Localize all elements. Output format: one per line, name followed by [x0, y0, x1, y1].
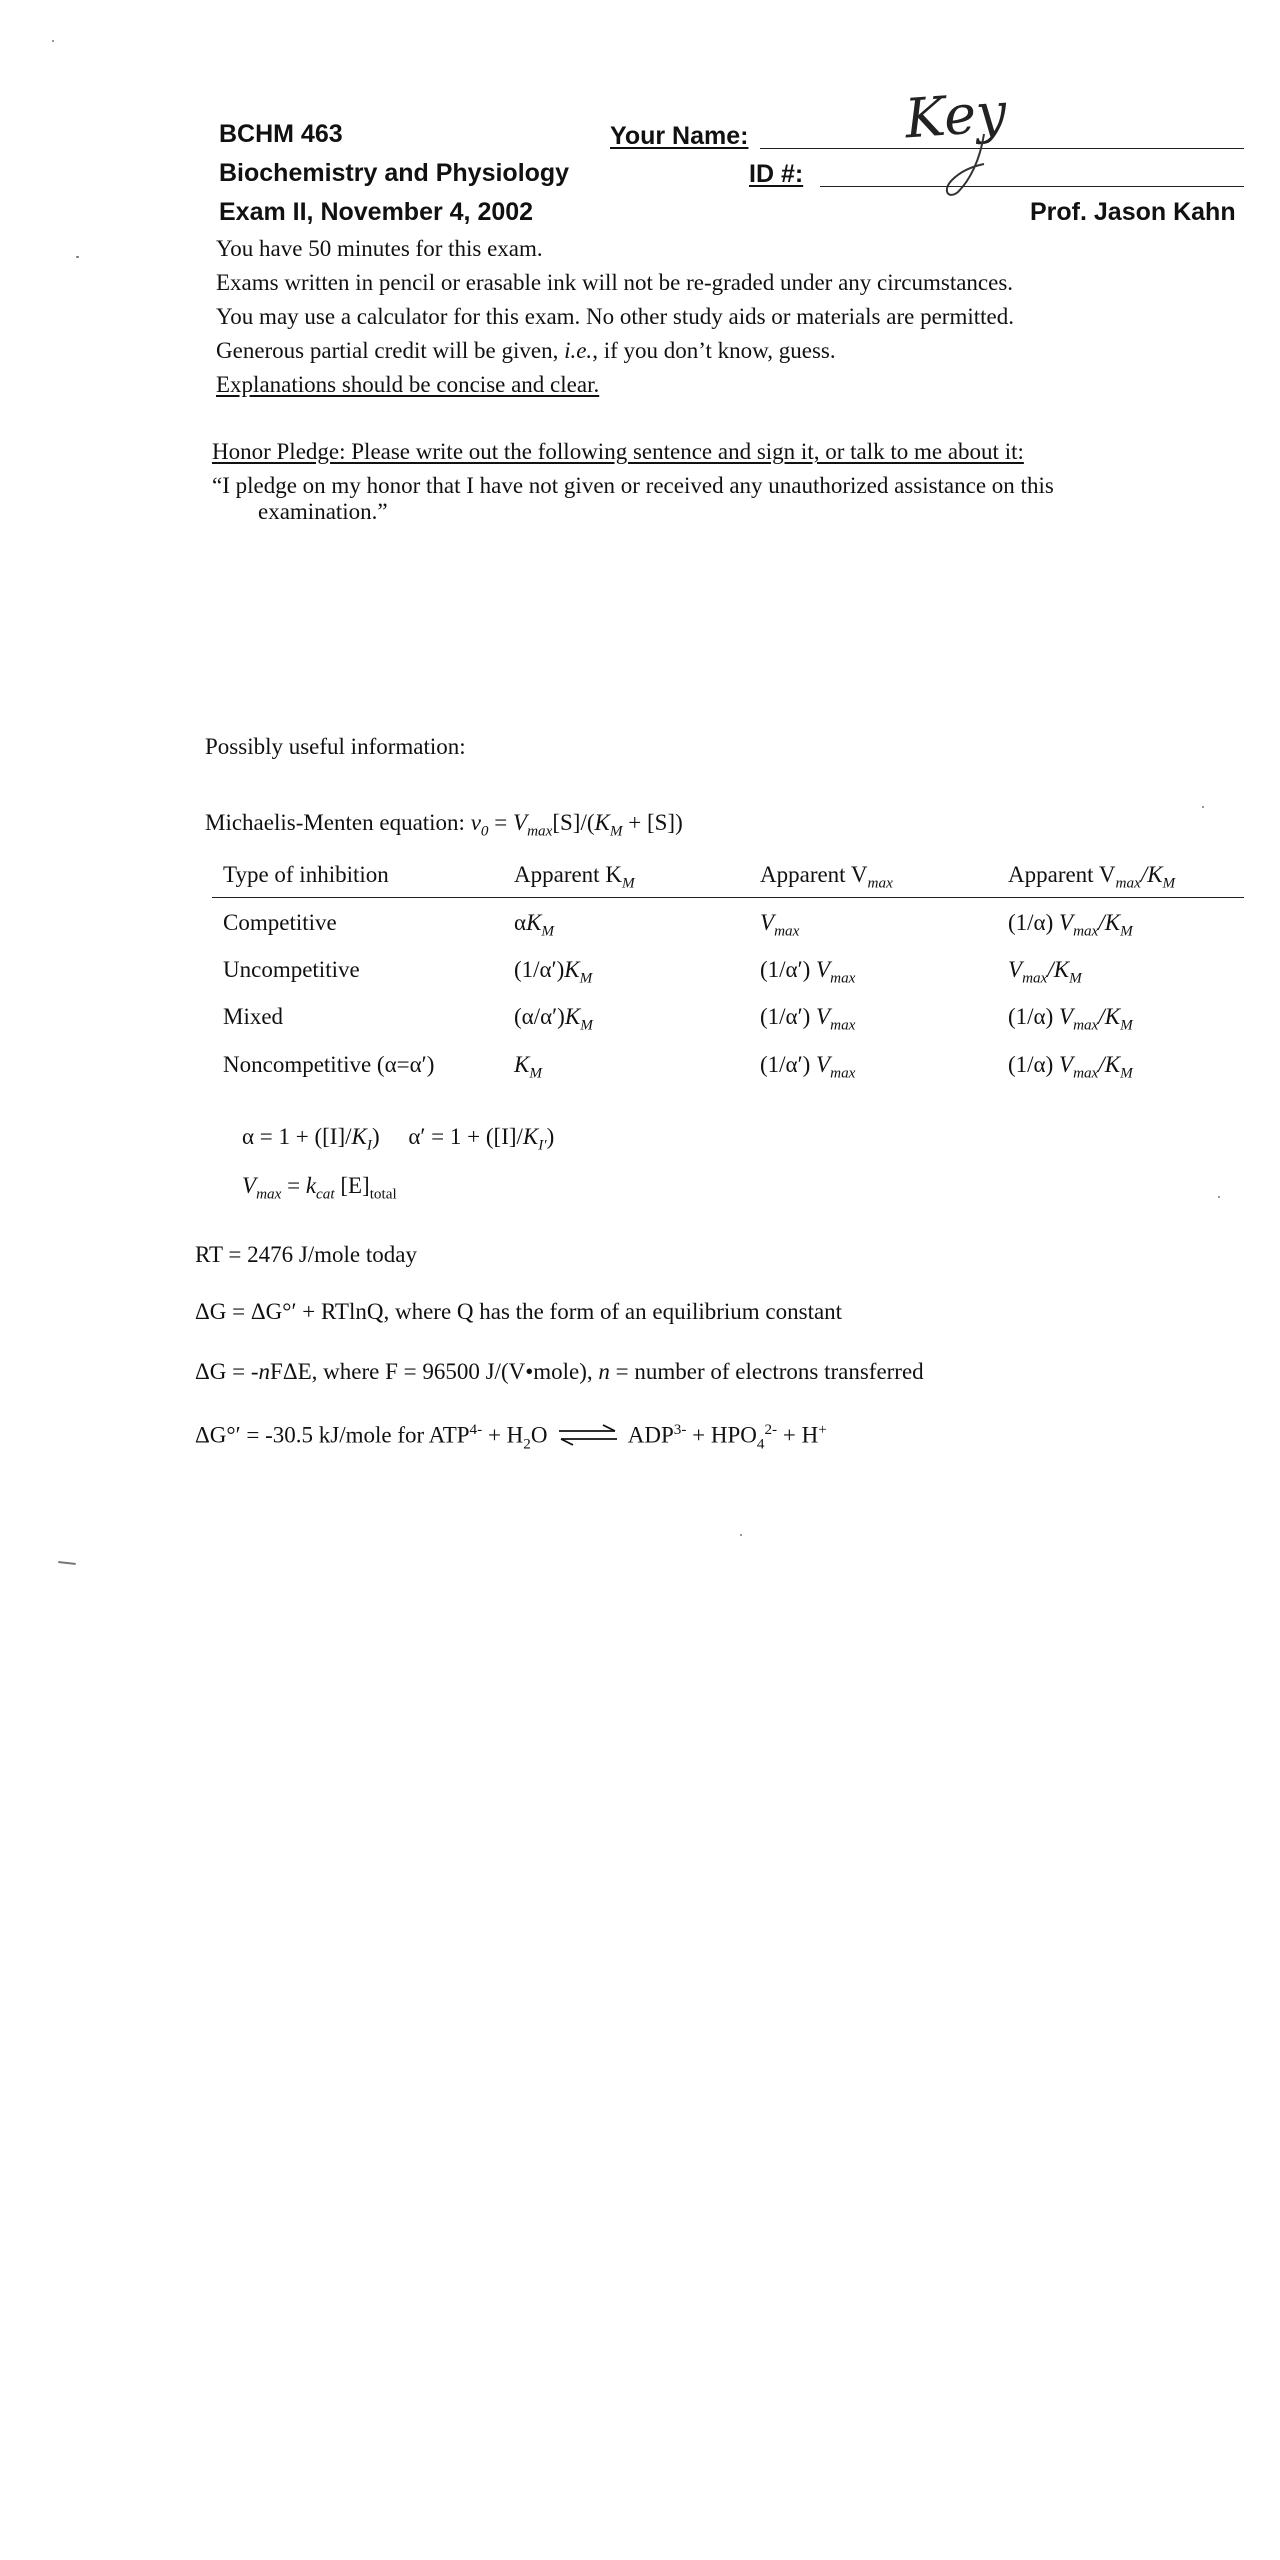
table-cell-vmax-km: (1/α) $V_{max}/K_M$ — [1008, 910, 1133, 940]
useful-info-label: Possibly useful information: — [205, 734, 466, 759]
professor-name: Prof. Jason Kahn — [1030, 198, 1236, 226]
table-header-rule — [212, 897, 1244, 898]
atp-hydrolysis: ΔG°′ = -30.5 kJ/mole for $ATP^{4-} + H_2O$ $ADP^{3-} + HPO_4^{2-} + H^+$ — [195, 1421, 827, 1453]
course-title: Biochemistry and Physiology — [219, 159, 570, 187]
instruction-partial-credit: Generous partial credit will be given, i.e., if you don’t know, guess. — [216, 338, 836, 363]
equilibrium-arrows-icon — [555, 1423, 621, 1447]
table-cell-vmax: $V_{max}$ — [760, 910, 800, 940]
id-line — [820, 186, 1244, 187]
name-label: Your Name: — [610, 122, 749, 150]
table-cell-km: $(\alpha/\alpha')K_M$ — [514, 1004, 593, 1034]
table-cell-vmax: (1/α′) $V_{max}$ — [760, 957, 856, 987]
table-cell-km: $K_M$ — [514, 1052, 542, 1082]
table-cell-km: $\alpha K_M$ — [514, 910, 555, 940]
table-header-vmax-km: Apparent $V_{max}/K_M$ — [1008, 862, 1176, 892]
delta-g-equation: ΔG = ΔG°′ + RTlnQ, where Q has the form of an equilibrium constant — [195, 1299, 843, 1324]
honor-heading: Honor Pledge: Please write out the following sentence and sign it, or talk to me about it: — [212, 439, 1024, 464]
table-header-km: Apparent $K_M$ — [514, 862, 635, 892]
pledge-line-2: examination.” — [258, 499, 388, 524]
scan-speck — [1202, 806, 1204, 808]
course-code: BCHM 463 — [219, 120, 343, 148]
exam-title: Exam II, November 4, 2002 — [219, 198, 534, 226]
scan-speck — [76, 256, 79, 258]
table-cell-vmax: (1/α′) $V_{max}$ — [760, 1052, 856, 1082]
scan-speck — [740, 1534, 742, 1536]
id-label: ID #: — [749, 160, 804, 188]
name-signature: Key — [902, 80, 1009, 151]
michaelis-menten-equation: Michaelis-Menten equation: $v_0 = V_{max}[S]/(K_M + [S])$ — [205, 810, 683, 840]
table-header-vmax: Apparent $V_{max}$ — [760, 862, 893, 892]
instruction-time: You have 50 minutes for this exam. — [216, 236, 543, 261]
scan-speck — [52, 40, 54, 42]
delta-g-nernst: ΔG = -nFΔE, where F = 96500 J/(V•mole), n = number of electrons transferred — [195, 1359, 924, 1384]
name-line — [760, 148, 1244, 149]
table-cell-vmax: (1/α′) $V_{max}$ — [760, 1004, 856, 1034]
scan-speck — [1218, 1196, 1220, 1198]
signature-stroke — [940, 130, 1000, 200]
table-cell-vmax-km: $V_{max}/K_M$ — [1008, 957, 1082, 987]
table-row-type: Uncompetitive — [223, 957, 360, 982]
instruction-explanations: Explanations should be concise and clear. — [216, 372, 600, 397]
table-row-type: Noncompetitive (α=α′) — [223, 1052, 435, 1077]
table-cell-vmax-km: (1/α) $V_{max}/K_M$ — [1008, 1052, 1133, 1082]
michaelis-label: Michaelis-Menten equation: — [205, 810, 465, 835]
alpha-definition: $\alpha = 1 + ([I]/K_I)$ $\alpha' = 1 + ([I]/K_{I'})$ — [242, 1124, 555, 1154]
vmax-definition: $V_{max} = k_{cat}$ $[E]_{total}$ — [242, 1173, 397, 1203]
instruction-calculator: You may use a calculator for this exam. No other study aids or materials are permitted. — [216, 304, 1014, 329]
instruction-pencil: Exams written in pencil or erasable ink will not be re-graded under any circumstances. — [216, 270, 1014, 295]
rt-value: RT = 2476 J/mole today — [195, 1242, 417, 1267]
table-cell-km: $(1/\alpha')K_M$ — [514, 957, 593, 987]
table-header-type: Type of inhibition — [223, 862, 389, 887]
scan-speck — [58, 1561, 76, 1565]
table-row-type: Mixed — [223, 1004, 284, 1029]
pledge-line-1: “I pledge on my honor that I have not given or received any unauthorized assistance on this — [212, 473, 1054, 498]
table-row-type: Competitive — [223, 910, 337, 935]
table-cell-vmax-km: (1/α) $V_{max}/K_M$ — [1008, 1004, 1133, 1034]
